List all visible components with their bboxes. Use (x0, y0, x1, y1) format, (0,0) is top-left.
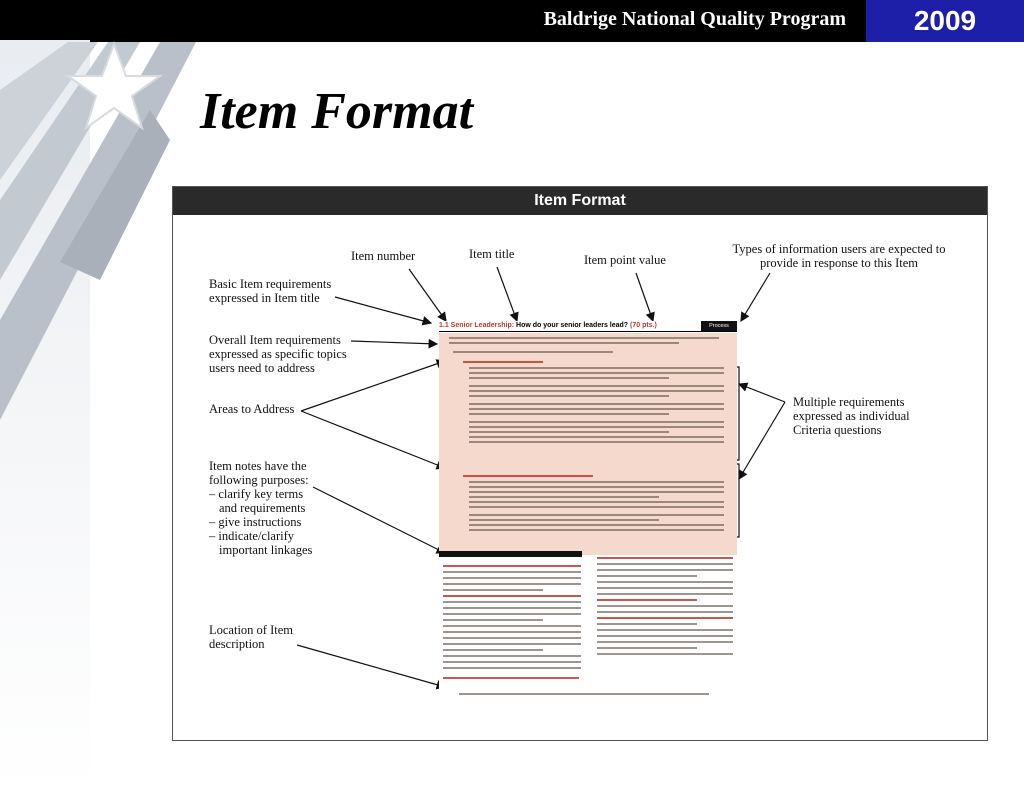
item-code: 1.1 Senior Leadership: (439, 322, 515, 329)
text-line (443, 577, 581, 579)
text-line (469, 413, 669, 415)
item-format-figure (172, 186, 988, 741)
text-line (597, 575, 697, 577)
text-line (469, 529, 724, 531)
text-line (469, 486, 724, 488)
text-line (469, 481, 724, 483)
text-line (443, 637, 581, 639)
text-line (443, 625, 581, 627)
text-line (443, 565, 581, 567)
text-line (469, 491, 724, 493)
label-item-number: Item number (351, 249, 416, 263)
text-line (463, 475, 593, 477)
basic-line-1: Basic Item requirements (209, 277, 332, 291)
text-line (443, 583, 581, 585)
process-tab: Process (701, 321, 737, 331)
text-line (597, 629, 733, 631)
text-line (469, 436, 724, 438)
text-line (469, 377, 669, 379)
text-line (463, 361, 543, 363)
label-overall-requirements (209, 333, 347, 375)
text-line (469, 403, 724, 405)
label-multiple-requirements (793, 395, 910, 437)
program-name: Baldrige National Quality Program (543, 8, 846, 30)
notes-line-7: important linkages (219, 543, 313, 557)
location-line-1: Location of Item (209, 623, 293, 637)
slide-title: Item Format (200, 83, 474, 140)
figure-header: Item Format (173, 187, 987, 215)
criteria-page-thumbnail (439, 321, 737, 701)
multiple-line-1: Multiple requirements (793, 395, 905, 409)
text-line (597, 647, 697, 649)
text-line (469, 431, 669, 433)
multiple-line-3: Criteria questions (793, 423, 882, 437)
text-line (469, 385, 724, 387)
multiple-line-2: expressed as individual (793, 409, 910, 423)
text-line (443, 649, 543, 651)
text-line (597, 617, 733, 619)
text-line (469, 501, 724, 503)
notes-line-2: following purposes: (209, 473, 309, 487)
text-line (469, 408, 724, 410)
text-line (469, 372, 724, 374)
text-line (443, 631, 581, 633)
notes-line-3: – clarify key terms (209, 487, 304, 501)
item-question: How do your senior leaders lead? (514, 322, 629, 329)
location-line-2: description (209, 637, 265, 651)
label-basic-requirements (209, 277, 331, 305)
notes-line-5: – give instructions (209, 515, 302, 529)
text-line (443, 571, 581, 573)
text-line (443, 601, 581, 603)
label-location-of-description (209, 623, 293, 651)
text-line (443, 661, 581, 663)
types-line-1: Types of information users are expected to (732, 242, 946, 256)
text-line (597, 581, 733, 583)
text-line (469, 441, 724, 443)
text-line (459, 693, 709, 695)
text-line (597, 557, 733, 559)
text-line (443, 667, 581, 669)
text-line (597, 623, 697, 625)
item-points: (70 pts.) (628, 322, 657, 329)
notes-line-4: and requirements (219, 501, 306, 515)
requirements-block (439, 333, 737, 555)
text-line (597, 569, 733, 571)
notes-bar (439, 551, 582, 557)
label-item-title: Item title (469, 247, 515, 261)
item-heading-bar (439, 321, 737, 332)
text-line (469, 496, 659, 498)
text-line (469, 367, 724, 369)
types-line-2: provide in response to this Item (760, 256, 918, 270)
text-line (597, 587, 733, 589)
text-line (469, 514, 724, 516)
text-line (469, 519, 659, 521)
text-line (469, 506, 724, 508)
notes-line-1: Item notes have the (209, 459, 307, 473)
year-badge: 2009 (866, 0, 1024, 42)
text-line (597, 611, 733, 613)
label-item-notes (209, 459, 312, 557)
text-line (469, 395, 669, 397)
text-line (443, 655, 581, 657)
text-line (597, 635, 733, 637)
text-line (597, 563, 733, 565)
text-line (443, 643, 581, 645)
label-types-of-information (725, 242, 953, 270)
text-line (443, 595, 581, 597)
label-areas-to-address: Areas to Address (209, 402, 295, 416)
text-line (443, 677, 579, 679)
text-line (597, 593, 733, 595)
text-line (449, 337, 719, 339)
text-line (469, 426, 724, 428)
text-line (469, 390, 724, 392)
text-line (469, 421, 724, 423)
text-line (443, 607, 581, 609)
label-item-point-value: Item point value (584, 253, 666, 267)
text-line (597, 605, 733, 607)
text-line (443, 613, 581, 615)
text-line (443, 619, 543, 621)
overall-line-3: users need to address (209, 361, 315, 375)
text-line (449, 342, 679, 344)
text-line (469, 524, 724, 526)
text-line (597, 641, 733, 643)
basic-line-2: expressed in Item title (209, 291, 320, 305)
text-line (597, 653, 733, 655)
text-line (453, 351, 613, 353)
overall-line-1: Overall Item requirements (209, 333, 341, 347)
notes-line-6: – indicate/clarify (209, 529, 295, 543)
overall-line-2: expressed as specific topics (209, 347, 347, 361)
text-line (443, 589, 543, 591)
text-line (597, 599, 697, 601)
